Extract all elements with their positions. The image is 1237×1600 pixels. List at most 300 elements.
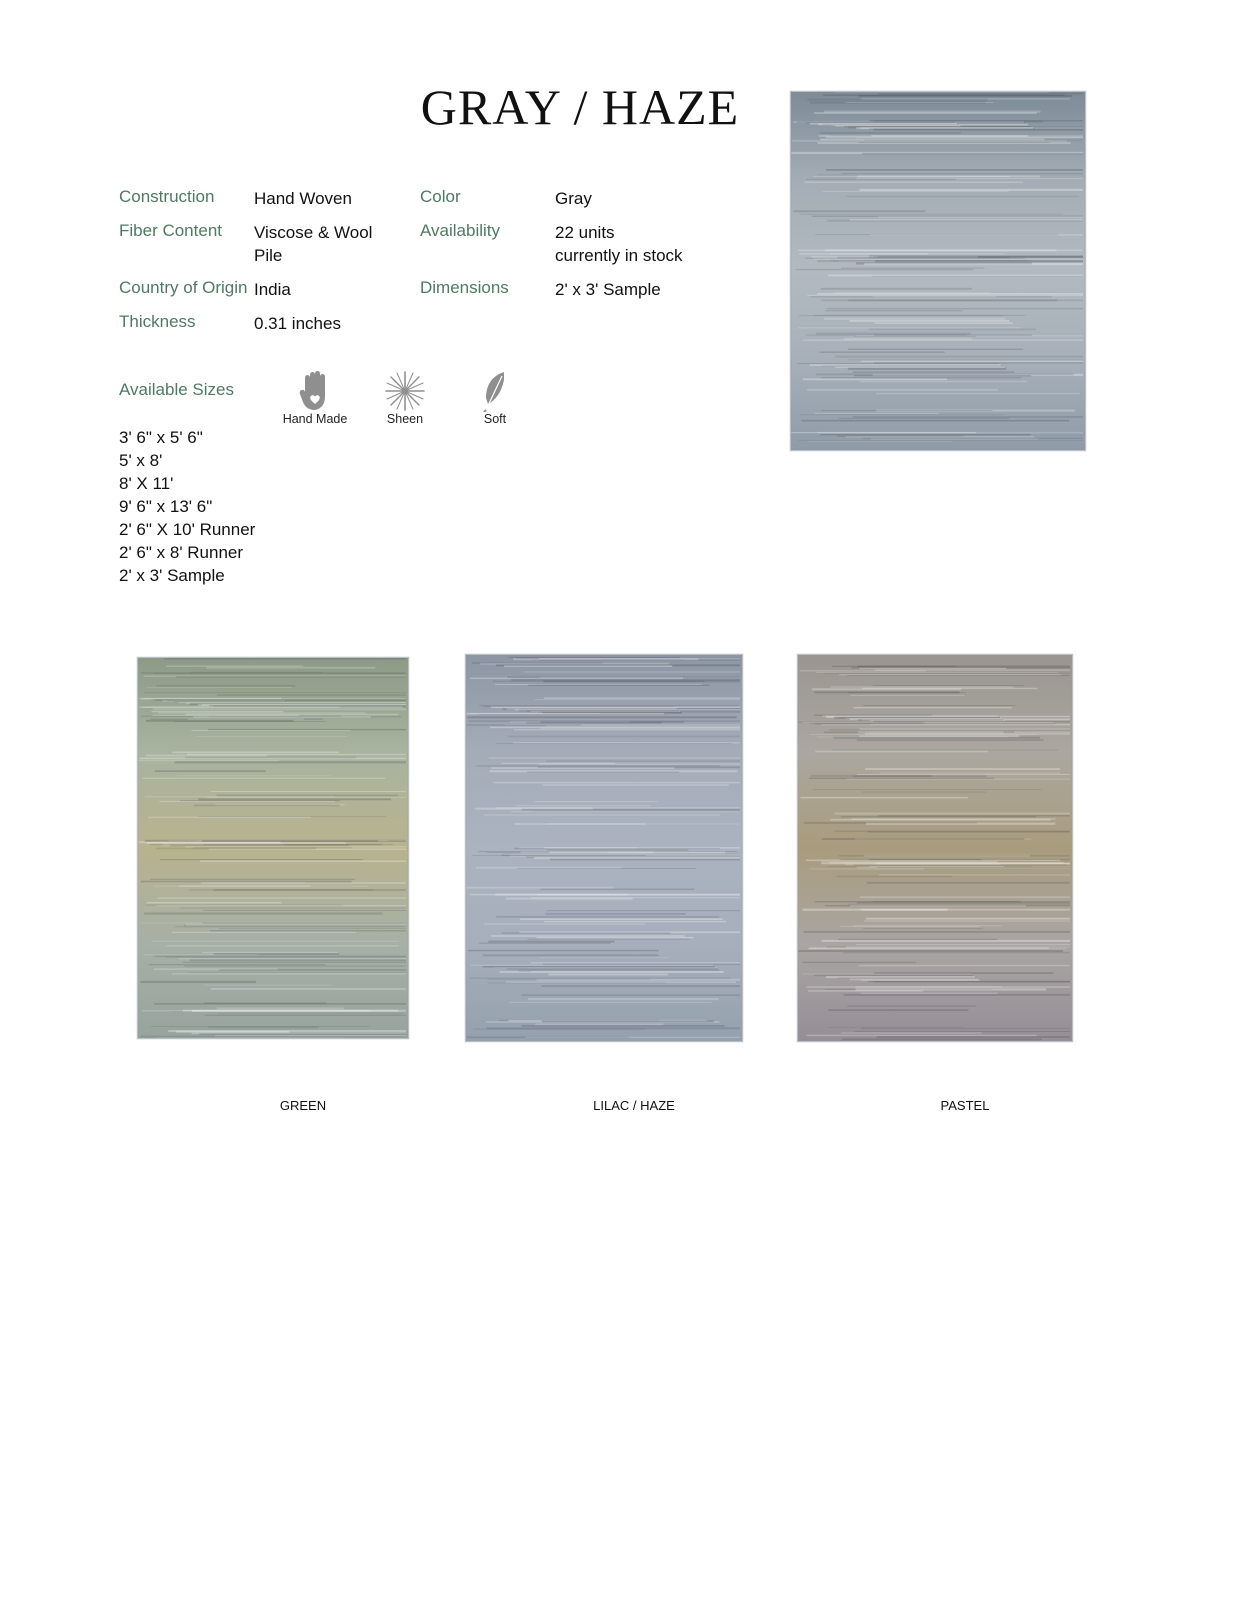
rug-texture-line: [838, 418, 1009, 419]
rug-texture-line: [143, 707, 340, 708]
rug-texture-line: [848, 692, 967, 693]
rug-texture-line: [819, 135, 1028, 137]
rug-texture-line: [839, 674, 1061, 675]
rug-texture-line: [847, 675, 1070, 676]
rug-texture-line: [864, 140, 1083, 141]
rug-texture-line: [219, 969, 406, 970]
rug-texture-line: [846, 779, 1070, 780]
rug-texture-line: [803, 378, 947, 380]
rug-base: [798, 655, 1072, 1041]
rug-texture-line: [484, 923, 645, 924]
rug-texture-line: [146, 720, 294, 722]
rug-texture-line: [824, 318, 1006, 320]
rug-texture-line: [802, 974, 971, 975]
rug-texture-line: [502, 932, 670, 933]
rug-texture-line: [848, 360, 1083, 361]
rug-texture-line: [141, 881, 351, 883]
rug-texture-line: [522, 809, 740, 811]
variant-label-pastel: PASTEL: [940, 1098, 990, 1113]
rug-texture-line: [866, 918, 1070, 920]
rug-texture-line: [813, 176, 1010, 177]
rug-texture-line: [206, 797, 406, 798]
rug-texture-line: [543, 784, 729, 786]
rug-texture-line: [489, 758, 740, 759]
rug-texture-line: [141, 981, 256, 983]
rug-texture-line: [864, 921, 1070, 922]
rug-texture-line: [203, 910, 406, 911]
rug-texture-line: [205, 1015, 406, 1016]
rug-texture-line: [514, 729, 740, 730]
rug-texture-line: [538, 894, 740, 895]
rug-texture-line: [812, 688, 961, 690]
rug-texture-line: [196, 736, 347, 737]
rug-texture-line: [154, 673, 406, 674]
rug-texture-line: [807, 441, 952, 442]
rug-texture-line: [172, 752, 339, 754]
rug-texture-line: [860, 729, 1070, 730]
rug-texture-line: [791, 432, 976, 433]
rug-texture-line: [843, 952, 1070, 954]
rug-texture-line: [873, 296, 996, 297]
rug-texture-line: [143, 778, 386, 779]
rug-texture-line: [471, 965, 713, 966]
construction-label: Construction: [119, 187, 215, 206]
rug-texture-line: [848, 368, 1006, 370]
rug-texture-line: [793, 210, 925, 212]
hand-icon: [297, 370, 333, 412]
rug-texture-line: [850, 695, 964, 696]
rug-texture-line: [798, 250, 1083, 251]
rug-texture-line: [842, 173, 1083, 174]
rug-texture-line: [525, 1037, 740, 1038]
rug-texture-line: [801, 420, 1068, 422]
rug-texture-line: [210, 791, 406, 792]
rug-texture-line: [550, 859, 740, 861]
size-item: 2' x 3' Sample: [119, 566, 225, 585]
rug-texture-line: [848, 349, 1023, 350]
rug-texture-line: [188, 718, 304, 719]
rug-texture-line: [467, 716, 736, 718]
rug-texture-line: [202, 952, 338, 953]
variant-label-lilac-haze: LILAC / HAZE: [593, 1098, 675, 1113]
rug-texture-line: [830, 819, 1050, 821]
rug-texture-line: [522, 1025, 725, 1027]
rug-texture-line: [807, 986, 1070, 988]
rug-texture-line: [853, 371, 1014, 373]
feature-sheen: [360, 370, 450, 426]
rug-texture-line: [517, 868, 695, 869]
rug-texture-line: [835, 356, 1083, 358]
rug-texture-line: [172, 973, 406, 975]
rug-texture-line: [822, 724, 1070, 725]
rug-texture-line: [807, 1035, 1037, 1036]
rug-texture-line: [853, 776, 987, 777]
rug-texture-line: [208, 1026, 318, 1028]
rug-texture-line: [155, 770, 266, 772]
available-sizes-title: Available Sizes: [119, 380, 234, 399]
rug-texture-line: [175, 926, 406, 927]
rug-texture-line: [828, 1009, 968, 1011]
rug-texture-line: [513, 658, 698, 660]
sheen-star-icon: [384, 370, 426, 412]
rug-texture-line: [825, 905, 1070, 906]
fiber-content-value: [254, 221, 372, 267]
rug-texture-line: [180, 907, 406, 908]
rug-texture-line: [827, 220, 1083, 222]
rug-texture-line: [830, 253, 1004, 254]
rug-texture-line: [866, 823, 1055, 825]
rug-texture-line: [217, 795, 398, 797]
soft-label: Soft: [483, 412, 507, 426]
rug-texture-line: [219, 928, 406, 929]
rug-texture-line: [820, 434, 1031, 435]
available-sizes-list: [119, 426, 255, 587]
rug-texture-line: [878, 216, 1083, 218]
rug-texture-line: [166, 945, 398, 946]
rug-texture-line: [190, 959, 406, 961]
rug-texture-line: [540, 660, 740, 661]
rug-texture-line: [845, 436, 1034, 437]
rug-texture-line: [879, 874, 1070, 875]
rug-texture-line: [167, 701, 406, 702]
rug-texture-line: [536, 937, 693, 938]
rug-texture-line: [523, 671, 740, 672]
page-title: GRAY / HAZE: [420, 79, 740, 135]
rug-texture-line: [548, 824, 740, 825]
size-item: 3' 6" x 5' 6": [119, 428, 203, 447]
rug-texture-line: [185, 924, 406, 926]
rug-texture-line: [862, 792, 986, 793]
rug-texture-line: [822, 377, 1022, 378]
rug-texture-line: [515, 805, 650, 806]
rug-texture-line: [164, 658, 406, 659]
rug-texture-line: [483, 954, 659, 956]
fiber-content-line-2: Pile: [254, 246, 283, 265]
rug-texture-line: [856, 335, 1083, 336]
rug-texture-line: [549, 973, 668, 975]
rug-texture-line: [807, 99, 988, 101]
rug-texture-line: [861, 993, 998, 994]
rug-texture-line: [800, 214, 1063, 215]
rug-texture-line: [826, 169, 1083, 171]
rug-texture-line: [488, 983, 666, 984]
rug-texture-line: [802, 962, 916, 963]
rug-texture-line: [859, 95, 1072, 97]
availability-line-2: currently in stock: [555, 246, 683, 265]
rug-texture-line: [160, 859, 363, 860]
rug-texture-line: [531, 962, 740, 963]
rug-texture-line: [869, 859, 982, 860]
rug-texture-line: [511, 679, 740, 681]
rug-texture-line: [199, 1033, 406, 1035]
rug-texture-line: [872, 276, 1083, 277]
rug-texture-line: [488, 941, 614, 943]
rug-texture-line: [861, 909, 1070, 911]
rug-texture-line: [217, 1007, 344, 1009]
rug-texture-line: [860, 896, 1070, 898]
rug-texture-line: [821, 863, 1070, 865]
rug-texture-line: [809, 947, 1049, 948]
rug-texture-line: [200, 861, 406, 862]
lilac-haze-rug-image: [464, 653, 744, 1043]
rug-texture-line: [850, 320, 1010, 322]
rug-texture-line: [862, 153, 1083, 155]
rug-texture-line: [150, 879, 355, 880]
rug-texture-line: [841, 1033, 981, 1034]
rug-texture-line: [845, 102, 993, 103]
rug-texture-line: [863, 928, 983, 929]
rug-texture-line: [528, 685, 709, 686]
rug-texture-line: [487, 979, 650, 980]
rug-texture-line: [859, 668, 1006, 670]
rug-texture-line: [506, 898, 633, 900]
rug-texture-line: [540, 721, 683, 723]
rug-texture-line: [540, 728, 740, 729]
rug-texture-line: [871, 439, 1038, 440]
rug-texture-line: [496, 743, 732, 744]
rug-texture-line: [147, 687, 292, 688]
rug-texture-line: [862, 980, 980, 981]
rug-texture-line: [873, 981, 1070, 983]
rug-texture-line: [541, 889, 695, 890]
rug-texture-line: [878, 815, 1070, 816]
rug-texture-line: [823, 124, 959, 125]
rug-texture-line: [800, 414, 1004, 415]
rug-texture-line: [528, 998, 719, 1000]
country-of-origin-label: Country of Origin: [119, 278, 248, 297]
rug-texture-line: [470, 713, 599, 714]
feature-hand-made: [270, 370, 360, 426]
rug-texture-line: [799, 950, 1063, 952]
rug-texture-line: [814, 112, 1037, 113]
rug-texture-line: [491, 767, 674, 768]
rug-texture-line: [544, 697, 740, 698]
rug-texture-line: [858, 731, 1003, 733]
size-item: 2' 6" X 10' Runner: [119, 520, 256, 539]
rug-texture-line: [798, 327, 1021, 328]
rug-texture-line: [822, 365, 1002, 366]
rug-texture-line: [546, 761, 740, 762]
rug-texture-line: [159, 801, 335, 802]
rug-texture-line: [166, 665, 303, 666]
fiber-content-line-1: Viscose & Wool: [254, 223, 373, 242]
rug-texture-line: [854, 925, 1002, 926]
rug-texture-line: [218, 1013, 404, 1014]
rug-texture-line: [156, 848, 316, 850]
rug-texture-line: [183, 962, 406, 963]
rug-texture-line: [841, 816, 1036, 817]
rug-texture-line: [479, 943, 611, 944]
rug-texture-line: [507, 969, 719, 970]
rug-texture-line: [520, 918, 722, 920]
availability-label: Availability: [420, 221, 501, 240]
rug-texture-line: [797, 363, 999, 364]
rug-texture-line: [502, 855, 646, 856]
rug-texture-line: [146, 755, 267, 757]
thickness-label: Thickness: [119, 312, 196, 331]
rug-texture-line: [803, 339, 1083, 340]
rug-texture-line: [821, 940, 1070, 942]
rug-texture-line: [211, 988, 406, 989]
rug-texture-line: [474, 1029, 646, 1030]
rug-texture-line: [194, 805, 339, 807]
rug-texture-line: [862, 720, 1070, 721]
size-item: 5' x 8': [119, 451, 163, 470]
rug-texture-line: [807, 295, 1083, 296]
feather-icon: [480, 370, 510, 412]
rug-texture-line: [141, 716, 342, 717]
rug-texture-line: [847, 1005, 975, 1006]
rug-texture-line: [857, 902, 1070, 904]
rug-texture-line: [876, 393, 1079, 394]
rug-texture-line: [814, 315, 1026, 316]
rug-base: [791, 92, 1085, 450]
rug-texture-line: [854, 1031, 1070, 1032]
size-item: 2' 6" x 8' Runner: [119, 543, 244, 562]
rug-texture-line: [476, 765, 719, 767]
rug-texture-line: [521, 994, 740, 995]
rug-texture-line: [858, 142, 1050, 143]
rug-texture-line: [814, 975, 973, 976]
rug-texture-line: [806, 179, 956, 180]
dimensions-label: Dimensions: [420, 278, 509, 297]
rug-texture-line: [867, 882, 1070, 884]
rug-texture-line: [172, 932, 356, 933]
rug-texture-line: [860, 381, 1027, 382]
rug-texture-line: [861, 1028, 1070, 1029]
rug-texture-line: [869, 328, 1036, 330]
rug-texture-line: [546, 849, 688, 850]
main-rug-image: [789, 90, 1087, 452]
rug-texture-line: [816, 373, 1074, 375]
rug-texture-line: [802, 722, 1054, 723]
size-item: 9' 6" x 13' 6": [119, 497, 213, 516]
rug-texture-line: [144, 692, 406, 693]
rug-texture-line: [493, 782, 740, 783]
dimensions-value: 2' x 3' Sample: [555, 280, 661, 299]
rug-texture-line: [550, 851, 725, 853]
rug-texture-line: [504, 724, 740, 725]
rug-texture-line: [820, 352, 945, 353]
rug-texture-line: [532, 811, 740, 812]
rug-texture-line: [140, 758, 406, 760]
rug-texture-line: [856, 988, 1047, 990]
rug-texture-line: [822, 410, 993, 411]
rug-texture-line: [495, 967, 717, 968]
rug-texture-line: [817, 737, 1009, 738]
rug-texture-line: [830, 686, 1013, 687]
rug-texture-line: [542, 1020, 714, 1022]
fiber-content-label: Fiber Content: [119, 221, 222, 240]
rug-texture-line: [815, 234, 1057, 235]
rug-texture-line: [861, 361, 1083, 362]
rug-texture-line: [530, 971, 721, 972]
rug-texture-line: [198, 798, 391, 800]
variant-label-green: GREEN: [279, 1098, 327, 1113]
rug-texture-line: [542, 985, 740, 987]
rug-texture-line: [545, 913, 686, 915]
rug-texture-line: [177, 776, 331, 777]
rug-texture-line: [879, 773, 1059, 774]
rug-texture-line: [817, 293, 1083, 295]
rug-texture-line: [484, 814, 720, 815]
rug-texture-line: [859, 965, 1070, 967]
rug-texture-line: [491, 935, 684, 937]
rug-texture-line: [210, 930, 406, 932]
size-item: 8' X 11': [119, 474, 174, 493]
rug-texture-line: [147, 902, 282, 904]
rug-texture-line: [821, 300, 1083, 302]
rug-texture-line: [508, 736, 740, 738]
rug-texture-line: [841, 268, 984, 269]
rug-texture-line: [511, 811, 740, 812]
rug-texture-line: [470, 678, 683, 679]
rug-texture-line: [815, 413, 939, 414]
hand-made-label: Hand Made: [282, 412, 348, 426]
rug-texture-line: [158, 712, 366, 713]
rug-texture-line: [873, 685, 1024, 686]
rug-texture-line: [804, 931, 1070, 933]
rug-texture-line: [152, 941, 399, 942]
rug-texture-line: [863, 705, 1015, 706]
rug-texture-line: [839, 855, 1070, 857]
rug-texture-line: [856, 944, 1070, 945]
rug-texture-line: [145, 905, 343, 906]
feature-soft: [450, 370, 540, 426]
rug-texture-line: [857, 739, 1043, 741]
rug-texture-line: [857, 867, 1070, 869]
rug-texture-line: [495, 707, 675, 708]
rug-texture-line: [142, 1010, 371, 1011]
rug-texture-line: [854, 707, 1012, 709]
rug-texture-line: [143, 954, 259, 955]
country-of-origin-value: India: [254, 280, 291, 299]
rug-texture-line: [175, 761, 406, 763]
rug-texture-line: [865, 768, 1060, 770]
rug-texture-line: [813, 258, 1083, 259]
rug-texture-line: [519, 847, 637, 848]
rug-texture-line: [875, 322, 1013, 324]
rug-texture-line: [813, 789, 1042, 790]
rug-texture-line: [189, 972, 406, 973]
rug-texture-line: [828, 1027, 964, 1028]
rug-texture-line: [874, 257, 1083, 258]
rug-texture-line: [835, 813, 1070, 815]
rug-texture-line: [527, 771, 680, 773]
thickness-value: 0.31 inches: [254, 314, 341, 333]
rug-texture-line: [864, 263, 1083, 265]
rug-texture-line: [546, 725, 740, 726]
rug-texture-line: [141, 1036, 406, 1037]
rug-texture-line: [807, 389, 998, 390]
rug-texture-line: [839, 939, 997, 940]
rug-texture-line: [817, 174, 1083, 175]
rug-texture-line: [176, 676, 406, 678]
rug-texture-line: [843, 994, 1070, 996]
rug-texture-line: [202, 840, 378, 842]
rug-texture-line: [144, 912, 382, 914]
rug-texture-line: [151, 711, 283, 712]
rug-texture-line: [191, 730, 350, 731]
rug-texture-line: [860, 189, 1083, 191]
rug-texture-line: [837, 876, 953, 878]
rug-texture-line: [217, 694, 406, 696]
rug-texture-line: [178, 958, 406, 959]
rug-texture-line: [804, 181, 1023, 183]
color-label: Color: [420, 187, 461, 206]
rug-texture-line: [466, 887, 614, 889]
rug-texture-line: [148, 817, 311, 818]
